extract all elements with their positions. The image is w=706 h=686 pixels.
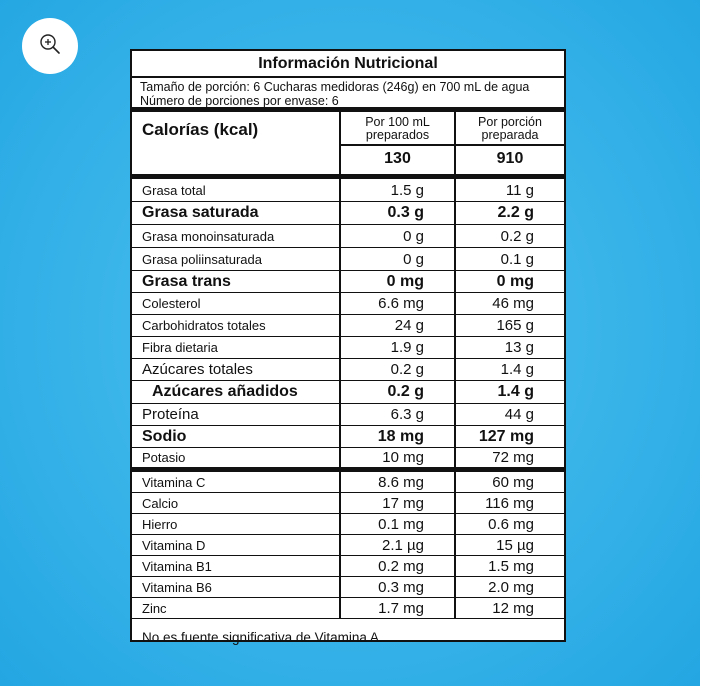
- vitamin-value-portion: 0.6 mg: [454, 514, 564, 535]
- nutrient-value-100ml: 0.3 g: [339, 202, 454, 225]
- nutrient-value-100ml: 10 mg: [339, 448, 454, 467]
- vitamin-value-100ml: 2.1 µg: [339, 535, 454, 556]
- vitamin-value-portion: 60 mg: [454, 472, 564, 493]
- vitamin-value-100ml: 0.2 mg: [339, 556, 454, 577]
- zoom-button[interactable]: [22, 18, 78, 74]
- column-header-portion: Por porción preparada: [456, 112, 564, 146]
- vitamin-value-100ml: 1.7 mg: [339, 598, 454, 619]
- nutrient-name: Proteína: [132, 404, 339, 426]
- nutrition-facts-label: [130, 49, 566, 645]
- calories-block: [132, 112, 564, 179]
- nutrient-value-portion: 46 mg: [454, 293, 564, 315]
- vitamin-name: Vitamina B6: [132, 577, 339, 598]
- nutrient-value-100ml: 24 g: [339, 315, 454, 337]
- vitamin-value-portion: 1.5 mg: [454, 556, 564, 577]
- vitamin-name: Vitamina B1: [132, 556, 339, 577]
- nutrient-value-100ml: 6.6 mg: [339, 293, 454, 315]
- nutrient-name: Carbohidratos totales: [132, 315, 339, 337]
- label-title: Información Nutricional: [132, 51, 564, 78]
- vitamin-name: Zinc: [132, 598, 339, 619]
- nutrient-name: Grasa saturada: [132, 202, 339, 225]
- calories-100ml-value: 130: [384, 150, 411, 167]
- nutrient-name: Potasio: [142, 450, 186, 465]
- nutrient-name: Grasa monoinsaturada: [132, 225, 339, 248]
- nutrient-value-portion: 72 mg: [454, 448, 564, 467]
- nutrient-value-100ml: 18 mg: [339, 426, 454, 448]
- vitamin-name: Vitamina C: [132, 472, 339, 493]
- footnote: No es fuente significativa de Vitamina A.: [142, 630, 383, 645]
- serving-size: Tamaño de porción: 6 Cucharas medidoras (246g) en 700 mL de agua: [140, 80, 530, 94]
- nutrient-value-100ml: 0.2 g: [339, 359, 454, 381]
- nutrient-value-100ml: 0.2 g: [339, 381, 454, 404]
- nutrient-name: Grasa poliinsaturada: [132, 248, 339, 271]
- nutrient-value-100ml: 0 g: [339, 225, 454, 248]
- nutrient-value-100ml: 0 g: [339, 248, 454, 271]
- vitamin-value-100ml: 8.6 mg: [339, 472, 454, 493]
- nutrient-value-portion: 165 g: [454, 315, 564, 337]
- nutrient-value-100ml: 0 mg: [339, 271, 454, 293]
- vitamin-value-portion: 116 mg: [454, 493, 564, 514]
- nutrient-name: Sodio: [132, 426, 339, 448]
- column-header-100ml: Por 100 mL preparados: [341, 112, 454, 146]
- nutrient-value-portion: 127 mg: [454, 426, 564, 448]
- servings-per-container: Número de porciones por envase: 6: [140, 94, 339, 108]
- nutrient-value-100ml: 1.5 g: [339, 179, 454, 202]
- nutrient-value-100ml: 1.9 g: [339, 337, 454, 359]
- nutrient-name: Colesterol: [132, 293, 339, 315]
- nutrient-value-portion: 1.4 g: [454, 359, 564, 381]
- vitamins-table: [132, 472, 564, 619]
- nutrient-name: Azúcares añadidos: [132, 381, 339, 404]
- nutrient-value-portion: 0 mg: [454, 271, 564, 293]
- nutrient-value-portion: 13 g: [454, 337, 564, 359]
- vitamin-value-portion: 2.0 mg: [454, 577, 564, 598]
- vitamin-value-portion: 15 µg: [454, 535, 564, 556]
- vitamin-name: Vitamina D: [132, 535, 339, 556]
- vitamin-name: Hierro: [132, 514, 339, 535]
- nutrient-value-portion: 0.1 g: [454, 248, 564, 271]
- nutrients-table: [132, 179, 564, 467]
- vitamin-value-100ml: 17 mg: [339, 493, 454, 514]
- nutrient-name: Grasa total: [132, 179, 339, 202]
- nutrient-name: Fibra dietaria: [132, 337, 339, 359]
- vitamin-value-100ml: 0.3 mg: [339, 577, 454, 598]
- nutrient-value-portion: 2.2 g: [454, 202, 564, 225]
- nutrient-name: Grasa trans: [132, 271, 339, 293]
- nutrient-value-portion: 11 g: [454, 179, 564, 202]
- zoom-in-icon: [39, 33, 61, 60]
- serving-info: [132, 78, 564, 112]
- nutrient-name: Azúcares totales: [132, 359, 339, 381]
- calories-label: Calorías (kcal): [142, 120, 259, 139]
- nutrient-value-100ml: 6.3 g: [339, 404, 454, 426]
- nutrient-value-portion: 0.2 g: [454, 225, 564, 248]
- nutrient-value-portion: 1.4 g: [454, 381, 564, 404]
- calories-portion-value: 910: [496, 150, 524, 167]
- nutrient-value-portion: 44 g: [454, 404, 564, 426]
- vitamin-value-100ml: 0.1 mg: [339, 514, 454, 535]
- vitamin-value-portion: 12 mg: [454, 598, 564, 619]
- vitamin-name: Calcio: [132, 493, 339, 514]
